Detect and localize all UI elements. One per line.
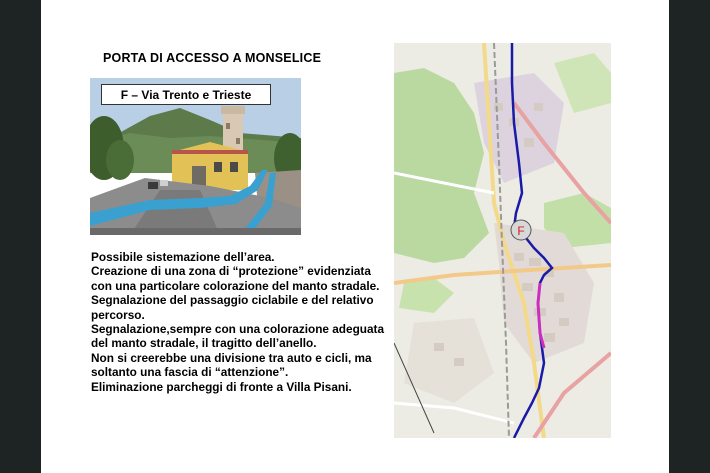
slide-title: PORTA DI ACCESSO A MONSELICE <box>103 51 322 65</box>
description-line: Non si creerebbe una divisione tra auto e cicli, ma soltanto una fascia di “attenzione”. <box>91 350 372 380</box>
right-margin-bar <box>669 0 710 473</box>
photo-label: F – Via Trento e Trieste <box>101 84 271 105</box>
description-line: Segnalazione,sempre con una colorazione adeguata del manto stradale, il tragitto dell’anello. <box>91 322 385 351</box>
description-line: Eliminazione parcheggi di fronte a Villa Pisani. <box>91 379 352 394</box>
map-marker-label: F <box>517 224 525 238</box>
slide <box>41 0 669 473</box>
description-line: Creazione di una zona di “protezione” evidenziata con una particolare colorazione del manto stradale. <box>91 264 380 293</box>
route-map <box>394 43 611 438</box>
description-line: Segnalazione del passaggio ciclabile e del relativo percorso. <box>91 293 374 322</box>
description-line: Possibile sistemazione dell’area. <box>91 250 275 264</box>
left-margin-bar <box>0 0 41 473</box>
description-text <box>91 250 391 394</box>
